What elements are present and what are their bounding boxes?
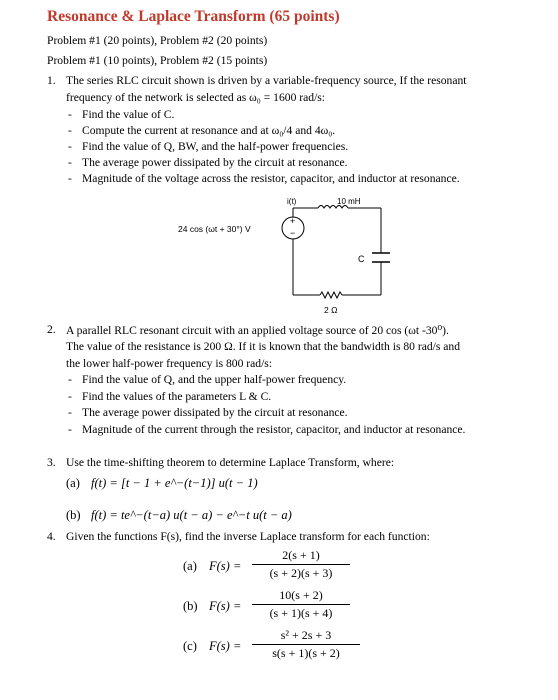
q3a-expression: f(t) = [t − 1 + e^−(t−1)] u(t − 1) xyxy=(91,476,258,490)
q2-bullet-dash: - xyxy=(68,423,72,436)
q2-bullet-dash: - xyxy=(68,406,72,419)
q1-number: 1. xyxy=(47,74,56,87)
q1-bullet-dash: - xyxy=(68,156,72,169)
q3b-expression: f(t) = te^−(t−a) u(t − a) − e^−t u(t − a) xyxy=(91,508,292,522)
capacitor-label: C xyxy=(358,254,365,264)
q4b-fraction xyxy=(252,588,350,621)
q4b-label: (b) xyxy=(183,599,198,613)
q2-bullet-3: The average power dissipated by the circuit at resonance. xyxy=(82,406,348,419)
q2-text-1: A parallel RLC resonant circuit with an applied voltage source of 20 cos (ωt -30⁰). xyxy=(66,324,449,337)
source-label: 24 cos (ωt + 30°) V xyxy=(178,224,251,234)
q4-number: 4. xyxy=(47,530,56,543)
q1-bullet-dash: - xyxy=(68,124,72,137)
q4b-denominator: (s + 1)(s + 4) xyxy=(269,606,333,620)
q4a-numerator: 2(s + 1) xyxy=(282,548,320,562)
q1-bullet-2: Compute the current at resonance and at ω₀/4 and 4ω₀. xyxy=(82,124,336,137)
current-label: i(t) xyxy=(287,197,297,206)
q4b-lhs: F(s) = xyxy=(209,599,242,613)
q3a-label: (a) xyxy=(66,476,80,490)
page-title: Resonance & Laplace Transform (65 points) xyxy=(47,8,340,25)
source-plus-sign: + xyxy=(290,216,296,226)
q4c-fraction xyxy=(252,628,360,661)
q4a-denominator: (s + 2)(s + 3) xyxy=(269,566,333,580)
q3-number: 3. xyxy=(47,456,56,469)
q3b-label: (b) xyxy=(66,508,81,522)
q4b-numerator: 10(s + 2) xyxy=(279,588,323,602)
q2-text-3: the lower half-power frequency is 800 rad/s: xyxy=(66,357,273,370)
q2-bullet-4: Magnitude of the current through the resistor, capacitor, and inductor at resonance. xyxy=(82,423,466,436)
resistor-label: 2 Ω xyxy=(324,305,338,315)
q4c-numerator: s² + 2s + 3 xyxy=(280,628,332,642)
q4a-label: (a) xyxy=(183,559,197,573)
q2-bullet-2: Find the values of the parameters L & C. xyxy=(82,390,272,403)
q1-bullet-3: Find the value of Q, BW, and the half-power frequencies. xyxy=(82,140,349,153)
header-line-1: Problem #1 (20 points), Problem #2 (20 points) xyxy=(47,34,268,47)
q2-bullet-dash: - xyxy=(68,373,72,386)
q2-bullet-1: Find the value of Q, and the upper half-power frequency. xyxy=(82,373,347,386)
q3-text: Use the time-shifting theorem to determine Laplace Transform, where: xyxy=(66,456,395,469)
q1-bullet-5: Magnitude of the voltage across the resistor, capacitor, and inductor at resonance. xyxy=(82,172,460,185)
q1-bullet-4: The average power dissipated by the circuit at resonance. xyxy=(82,156,348,169)
fraction-bar xyxy=(252,564,350,565)
q4a-fraction xyxy=(252,548,350,581)
q1-bullet-dash: - xyxy=(68,140,72,153)
q4c-lhs: F(s) = xyxy=(209,639,242,653)
q1-bullet-1: Find the value of C. xyxy=(82,108,175,121)
q4c-label: (c) xyxy=(183,639,197,653)
q1-text-2: frequency of the network is selected as ω₀ = 1600 rad/s: xyxy=(66,91,326,104)
q4c-denominator: s(s + 1)(s + 2) xyxy=(272,646,340,660)
q2-bullet-dash: - xyxy=(68,390,72,403)
header-line-2: Problem #1 (10 points), Problem #2 (15 points) xyxy=(47,54,268,67)
q1-text-1: The series RLC circuit shown is driven by a variable-frequency source, If the resonant xyxy=(66,74,467,87)
fraction-bar xyxy=(252,644,360,645)
q2-number: 2. xyxy=(47,323,56,336)
q2-text-2: The value of the resistance is 200 Ω. If it is known that the bandwidth is 80 rad/s and xyxy=(66,340,461,353)
q4-text: Given the functions F(s), find the inverse Laplace transform for each function: xyxy=(66,530,430,543)
source-minus-sign: − xyxy=(290,228,296,238)
q1-bullet-dash: - xyxy=(68,172,72,185)
fraction-bar xyxy=(252,604,350,605)
q1-bullet-dash: - xyxy=(68,108,72,121)
inductor-label: 10 mH xyxy=(337,197,361,206)
q4a-lhs: F(s) = xyxy=(209,559,242,573)
